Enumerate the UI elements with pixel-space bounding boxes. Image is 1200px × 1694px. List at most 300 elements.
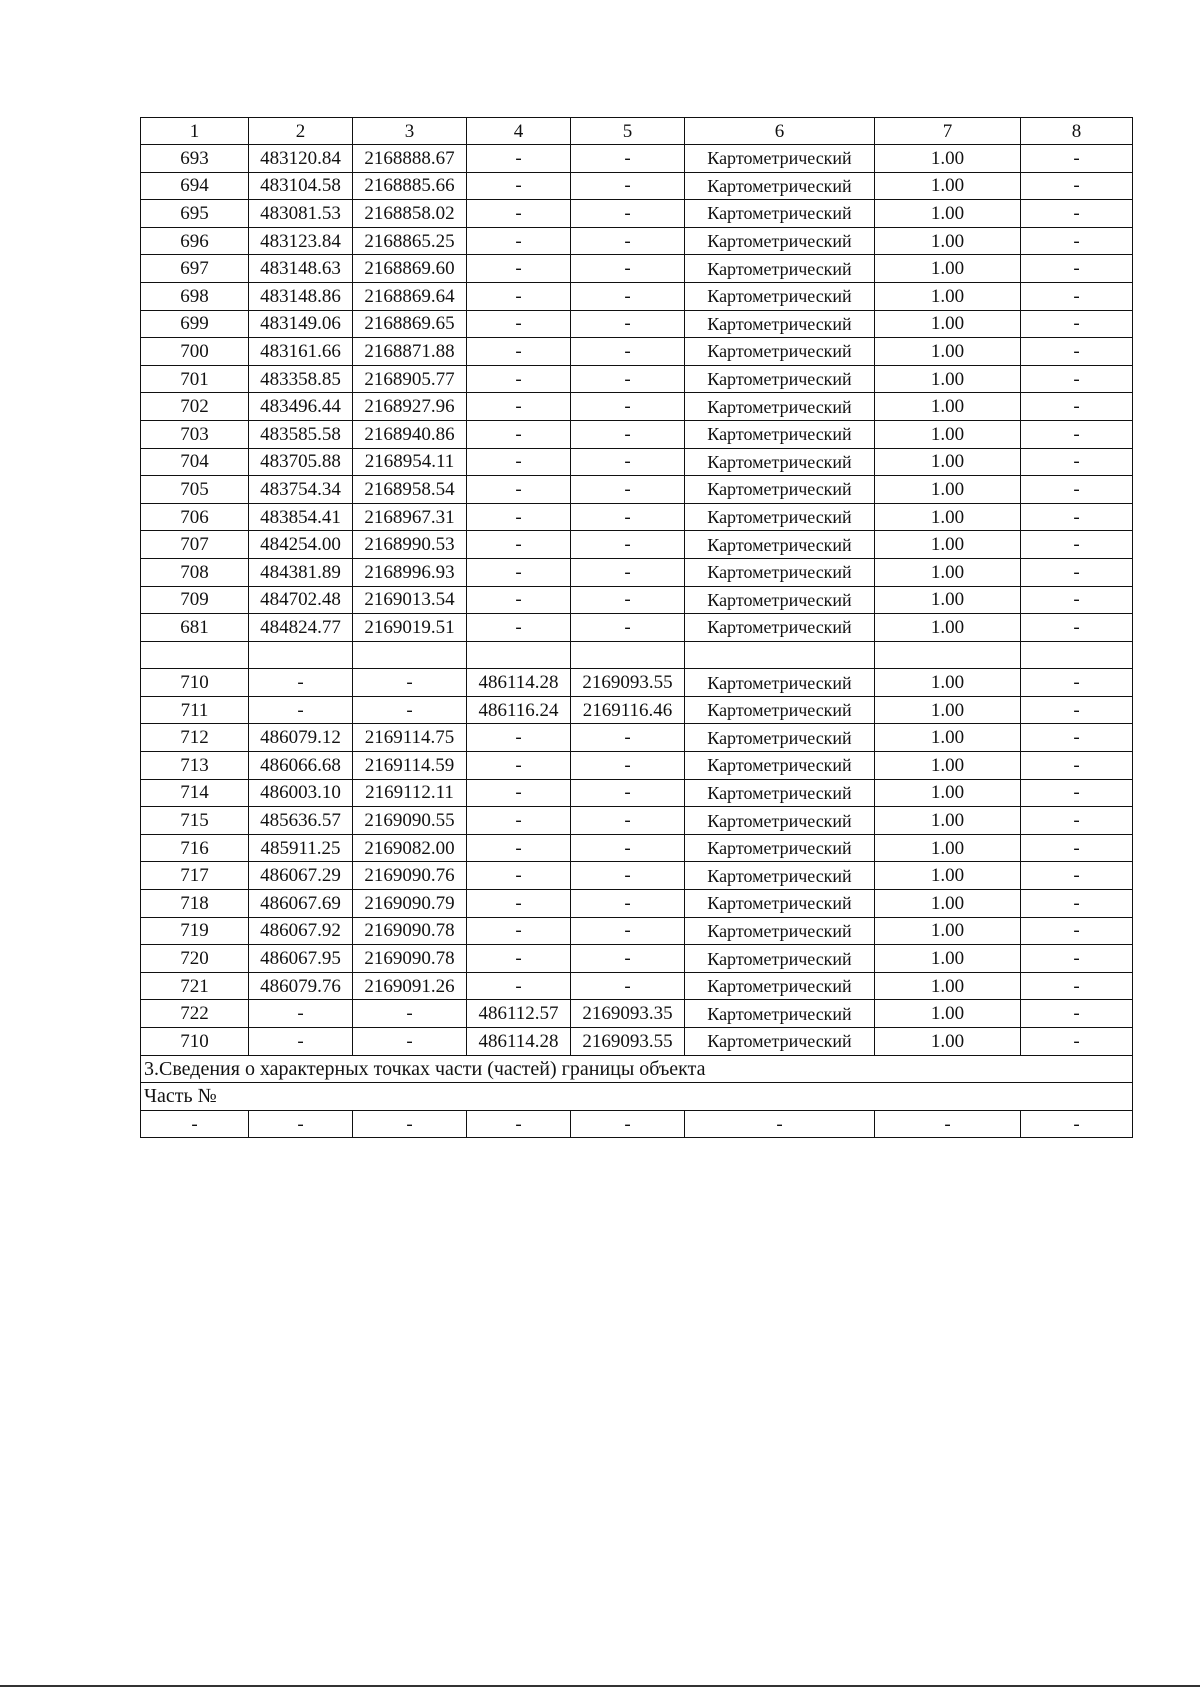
table-cell: - [467,917,571,945]
table-row [141,476,1133,504]
table-cell: 483854.41 [249,503,353,531]
table-cell: 483149.06 [249,310,353,338]
table-cell: - [1021,310,1133,338]
table-cell: - [1021,779,1133,807]
table-cell: - [571,834,685,862]
part-row [141,1110,1133,1138]
table-cell: Картометрический [685,503,875,531]
table-cell: 483161.66 [249,338,353,366]
table-cell: Картометрический [685,752,875,780]
table-cell: - [1021,172,1133,200]
table-cell: - [467,558,571,586]
table-cell: 1.00 [875,890,1021,918]
table-cell: Картометрический [685,779,875,807]
table-row [141,338,1133,366]
table-cell: - [353,1110,467,1138]
table-cell: 704 [141,448,249,476]
table-cell: Картометрический [685,365,875,393]
table-cell: - [1021,834,1133,862]
table-cell: 706 [141,503,249,531]
table-cell: 2169091.26 [353,972,467,1000]
table-cell: 483123.84 [249,227,353,255]
table-cell: Картометрический [685,1028,875,1056]
table-cell: - [141,1110,249,1138]
table-cell: - [467,862,571,890]
table-cell: 1.00 [875,834,1021,862]
table-row [141,1028,1133,1056]
table-cell: 699 [141,310,249,338]
table-cell: 2168871.88 [353,338,467,366]
table-row [141,917,1133,945]
table-cell: - [571,227,685,255]
table-cell: - [1021,282,1133,310]
table-cell: - [467,365,571,393]
table-row [141,255,1133,283]
table-cell: Картометрический [685,145,875,173]
table-cell: 1.00 [875,724,1021,752]
table-cell: - [571,558,685,586]
table-cell: - [1021,862,1133,890]
table-cell: 705 [141,476,249,504]
table-row [141,1000,1133,1028]
table-cell: 1.00 [875,669,1021,697]
table-cell: - [571,972,685,1000]
column-number-row [141,118,1133,145]
table-row [141,227,1133,255]
table-cell: - [467,586,571,614]
table-cell: 2168958.54 [353,476,467,504]
table-cell: - [467,945,571,973]
table-cell: 486067.95 [249,945,353,973]
table-cell: - [571,255,685,283]
table-cell: - [1021,586,1133,614]
table-row [141,641,1133,669]
table-cell: - [571,862,685,890]
table-cell: 1.00 [875,448,1021,476]
table-cell: 484702.48 [249,586,353,614]
column-number-cell: 4 [467,118,571,145]
table-cell: - [571,752,685,780]
table-cell: 2168865.25 [353,227,467,255]
table-cell: Картометрический [685,558,875,586]
table-cell: Картометрический [685,255,875,283]
table-cell: 2169116.46 [571,696,685,724]
table-row [141,945,1133,973]
table-cell: 717 [141,862,249,890]
table-cell: 722 [141,1000,249,1028]
table-cell: 2169090.78 [353,945,467,973]
table-cell: 1.00 [875,200,1021,228]
table-cell: - [571,282,685,310]
table-cell: 2169082.00 [353,834,467,862]
table-cell: 1.00 [875,172,1021,200]
table-cell: - [467,834,571,862]
table-row [141,890,1133,918]
table-cell: 1.00 [875,365,1021,393]
table-cell: Картометрический [685,972,875,1000]
table-cell: - [571,503,685,531]
table-row [141,834,1133,862]
table-cell: 486079.76 [249,972,353,1000]
table-cell: 483358.85 [249,365,353,393]
table-cell: 1.00 [875,503,1021,531]
table-cell: 698 [141,282,249,310]
table-cell: - [1021,255,1133,283]
table-cell: 1.00 [875,310,1021,338]
table-row [141,586,1133,614]
table-cell: 709 [141,586,249,614]
table-cell: - [467,476,571,504]
table-cell: 483496.44 [249,393,353,421]
table-cell: 2168996.93 [353,558,467,586]
table-cell: 697 [141,255,249,283]
table-cell: 2169090.79 [353,890,467,918]
table-cell: 1.00 [875,917,1021,945]
table-cell: 1.00 [875,1000,1021,1028]
table-cell: - [571,807,685,835]
table-cell: 1.00 [875,338,1021,366]
table-row [141,696,1133,724]
table-cell: 2168869.64 [353,282,467,310]
table-cell: - [467,227,571,255]
table-cell: - [571,365,685,393]
table-cell: 703 [141,420,249,448]
table-cell: 486114.28 [467,669,571,697]
table-cell [875,641,1021,669]
table-cell: 2168990.53 [353,531,467,559]
table-row [141,172,1133,200]
table-cell: 483705.88 [249,448,353,476]
table-cell: Картометрический [685,724,875,752]
table-cell: - [467,255,571,283]
table-cell: - [1021,227,1133,255]
table-cell: 714 [141,779,249,807]
table-cell: Картометрический [685,917,875,945]
table-cell: 486066.68 [249,752,353,780]
table-cell: - [571,586,685,614]
table-cell: 2168905.77 [353,365,467,393]
table-cell: 483754.34 [249,476,353,504]
table-row [141,862,1133,890]
table-cell: 718 [141,890,249,918]
table-cell: Картометрический [685,448,875,476]
table-cell: 2169093.55 [571,669,685,697]
table-cell: 2169112.11 [353,779,467,807]
table-cell: 1.00 [875,531,1021,559]
table-row [141,145,1133,173]
table-row [141,420,1133,448]
table-cell: 1.00 [875,393,1021,421]
table-cell: 1.00 [875,586,1021,614]
column-number-cell: 5 [571,118,685,145]
table-cell: 486003.10 [249,779,353,807]
table-cell: 2168885.66 [353,172,467,200]
table-cell: 2169093.55 [571,1028,685,1056]
column-number-cell: 6 [685,118,875,145]
table-cell: Картометрический [685,890,875,918]
table-cell: 2168927.96 [353,393,467,421]
table-cell: - [571,724,685,752]
table-cell: - [571,420,685,448]
column-number-cell: 3 [353,118,467,145]
table-cell: - [571,145,685,173]
table-cell: - [249,696,353,724]
table-cell: 486116.24 [467,696,571,724]
table-row [141,558,1133,586]
table-cell: - [571,310,685,338]
table-cell: Картометрический [685,476,875,504]
table-cell: Картометрический [685,1000,875,1028]
table-cell: Картометрический [685,172,875,200]
table-cell: - [571,614,685,642]
table-cell: - [1021,531,1133,559]
table-cell: - [1021,890,1133,918]
table-cell: 2168858.02 [353,200,467,228]
table-cell: 720 [141,945,249,973]
table-cell: - [467,282,571,310]
table-cell: 710 [141,1028,249,1056]
table-row [141,807,1133,835]
table-cell: 485636.57 [249,807,353,835]
table-cell: 715 [141,807,249,835]
table-cell: 1.00 [875,1028,1021,1056]
table-cell: - [467,420,571,448]
part-label: Часть № [141,1083,1133,1111]
table-cell: 486112.57 [467,1000,571,1028]
table-cell: - [467,972,571,1000]
table-cell: Картометрический [685,393,875,421]
table-cell: 483081.53 [249,200,353,228]
table-row [141,282,1133,310]
table-cell: 486079.12 [249,724,353,752]
table-body [141,118,1133,1138]
table-cell: 2169090.78 [353,917,467,945]
table-cell: - [1021,338,1133,366]
part-label-row [141,1083,1133,1111]
table-cell: Картометрический [685,200,875,228]
table-cell: - [1021,724,1133,752]
table-cell: 2169090.76 [353,862,467,890]
table-row [141,503,1133,531]
table-cell: 2168954.11 [353,448,467,476]
column-number-cell: 7 [875,118,1021,145]
table-cell: 2168869.60 [353,255,467,283]
table-cell: - [1021,420,1133,448]
table-cell: 483120.84 [249,145,353,173]
table-row [141,669,1133,697]
table-cell: - [249,1000,353,1028]
table-cell: - [249,1028,353,1056]
table-cell: 1.00 [875,807,1021,835]
table-cell: Картометрический [685,282,875,310]
table-cell: 2169090.55 [353,807,467,835]
table-cell: - [571,779,685,807]
table-cell: - [467,338,571,366]
table-cell: 721 [141,972,249,1000]
table-cell: Картометрический [685,862,875,890]
table-cell: - [1021,393,1133,421]
table-cell: - [571,1110,685,1138]
table-cell: Картометрический [685,834,875,862]
table-row [141,365,1133,393]
table-cell: 484254.00 [249,531,353,559]
table-cell: 1.00 [875,145,1021,173]
table-cell: - [467,1110,571,1138]
table-cell: - [1021,614,1133,642]
table-cell: Картометрический [685,338,875,366]
table-cell: - [467,172,571,200]
table-cell: - [1021,476,1133,504]
table-cell: - [353,696,467,724]
table-cell: 483585.58 [249,420,353,448]
table-cell: - [353,669,467,697]
table-cell [467,641,571,669]
table-cell: 484381.89 [249,558,353,586]
table-row [141,310,1133,338]
table-cell: - [467,448,571,476]
table-cell: - [467,145,571,173]
table-cell: - [875,1110,1021,1138]
table-cell: 2168888.67 [353,145,467,173]
table-cell: Картометрический [685,945,875,973]
table-cell: 1.00 [875,752,1021,780]
table-cell: Картометрический [685,420,875,448]
column-number-cell: 2 [249,118,353,145]
table-row [141,752,1133,780]
table-cell: 696 [141,227,249,255]
table-cell: - [353,1028,467,1056]
table-cell: - [1021,448,1133,476]
table-cell: - [467,503,571,531]
table-cell: - [249,669,353,697]
table-row [141,531,1133,559]
table-cell: - [571,476,685,504]
table-cell: 1.00 [875,779,1021,807]
table-cell: Картометрический [685,227,875,255]
table-row [141,724,1133,752]
table-cell: Картометрический [685,586,875,614]
table-cell: 486067.29 [249,862,353,890]
table-cell [1021,641,1133,669]
table-cell: - [571,393,685,421]
table-cell: 712 [141,724,249,752]
table-cell: - [1021,917,1133,945]
table-cell: 702 [141,393,249,421]
table-cell: 483148.86 [249,282,353,310]
section-title: 3.Сведения о характерных точках части (частей) границы объекта [141,1055,1133,1083]
table-cell: - [571,448,685,476]
table-cell: - [1021,669,1133,697]
table-cell: - [467,531,571,559]
table-row [141,200,1133,228]
table-row [141,972,1133,1000]
table-cell: 2168967.31 [353,503,467,531]
table-cell: - [1021,1000,1133,1028]
table-cell [141,641,249,669]
table-cell: 713 [141,752,249,780]
table-row [141,393,1133,421]
table-cell: 2169019.51 [353,614,467,642]
table-cell [571,641,685,669]
column-number-cell: 8 [1021,118,1133,145]
table-cell: 681 [141,614,249,642]
table-cell: Картометрический [685,807,875,835]
table-cell: - [1021,365,1133,393]
table-cell: - [571,945,685,973]
table-cell: 1.00 [875,476,1021,504]
table-cell: - [467,393,571,421]
table-cell: Картометрический [685,669,875,697]
table-cell: - [1021,972,1133,1000]
table-cell: - [571,917,685,945]
table-cell: 701 [141,365,249,393]
table-cell: - [1021,558,1133,586]
table-cell: 695 [141,200,249,228]
table-cell: Картометрический [685,531,875,559]
table-row [141,779,1133,807]
table-cell: Картометрический [685,614,875,642]
coordinates-table [140,117,1133,1138]
table-cell: 1.00 [875,282,1021,310]
table-cell: - [1021,503,1133,531]
table-cell: - [571,338,685,366]
table-cell: 716 [141,834,249,862]
table-cell: 1.00 [875,696,1021,724]
table-cell: 1.00 [875,972,1021,1000]
table-cell: - [249,1110,353,1138]
table-cell: - [1021,807,1133,835]
table-cell: 486067.69 [249,890,353,918]
table-cell: 700 [141,338,249,366]
table-row [141,614,1133,642]
table-cell: - [1021,200,1133,228]
table-cell: - [1021,1028,1133,1056]
bottom-rule [0,1685,1200,1687]
table-cell: 719 [141,917,249,945]
table-cell: 1.00 [875,255,1021,283]
table-cell: 484824.77 [249,614,353,642]
table-cell: - [571,531,685,559]
table-cell: 2169093.35 [571,1000,685,1028]
table-cell: 707 [141,531,249,559]
table-cell: - [467,807,571,835]
table-cell: - [467,310,571,338]
table-cell: - [467,890,571,918]
table-cell: 1.00 [875,227,1021,255]
table-cell: 2169013.54 [353,586,467,614]
table-cell: 2168940.86 [353,420,467,448]
table-row [141,448,1133,476]
column-number-cell: 1 [141,118,249,145]
table-cell: 710 [141,669,249,697]
table-cell: - [1021,145,1133,173]
table-cell: 694 [141,172,249,200]
table-cell: - [467,779,571,807]
table-cell: - [467,614,571,642]
table-cell: 1.00 [875,945,1021,973]
table-cell: - [1021,945,1133,973]
table-cell: 483104.58 [249,172,353,200]
table-cell: - [467,724,571,752]
table-cell: 486067.92 [249,917,353,945]
table-cell: 1.00 [875,420,1021,448]
table-cell: - [467,200,571,228]
table-cell: - [571,890,685,918]
table-cell [249,641,353,669]
table-cell: - [1021,752,1133,780]
table-cell: - [467,752,571,780]
table-cell: - [571,172,685,200]
